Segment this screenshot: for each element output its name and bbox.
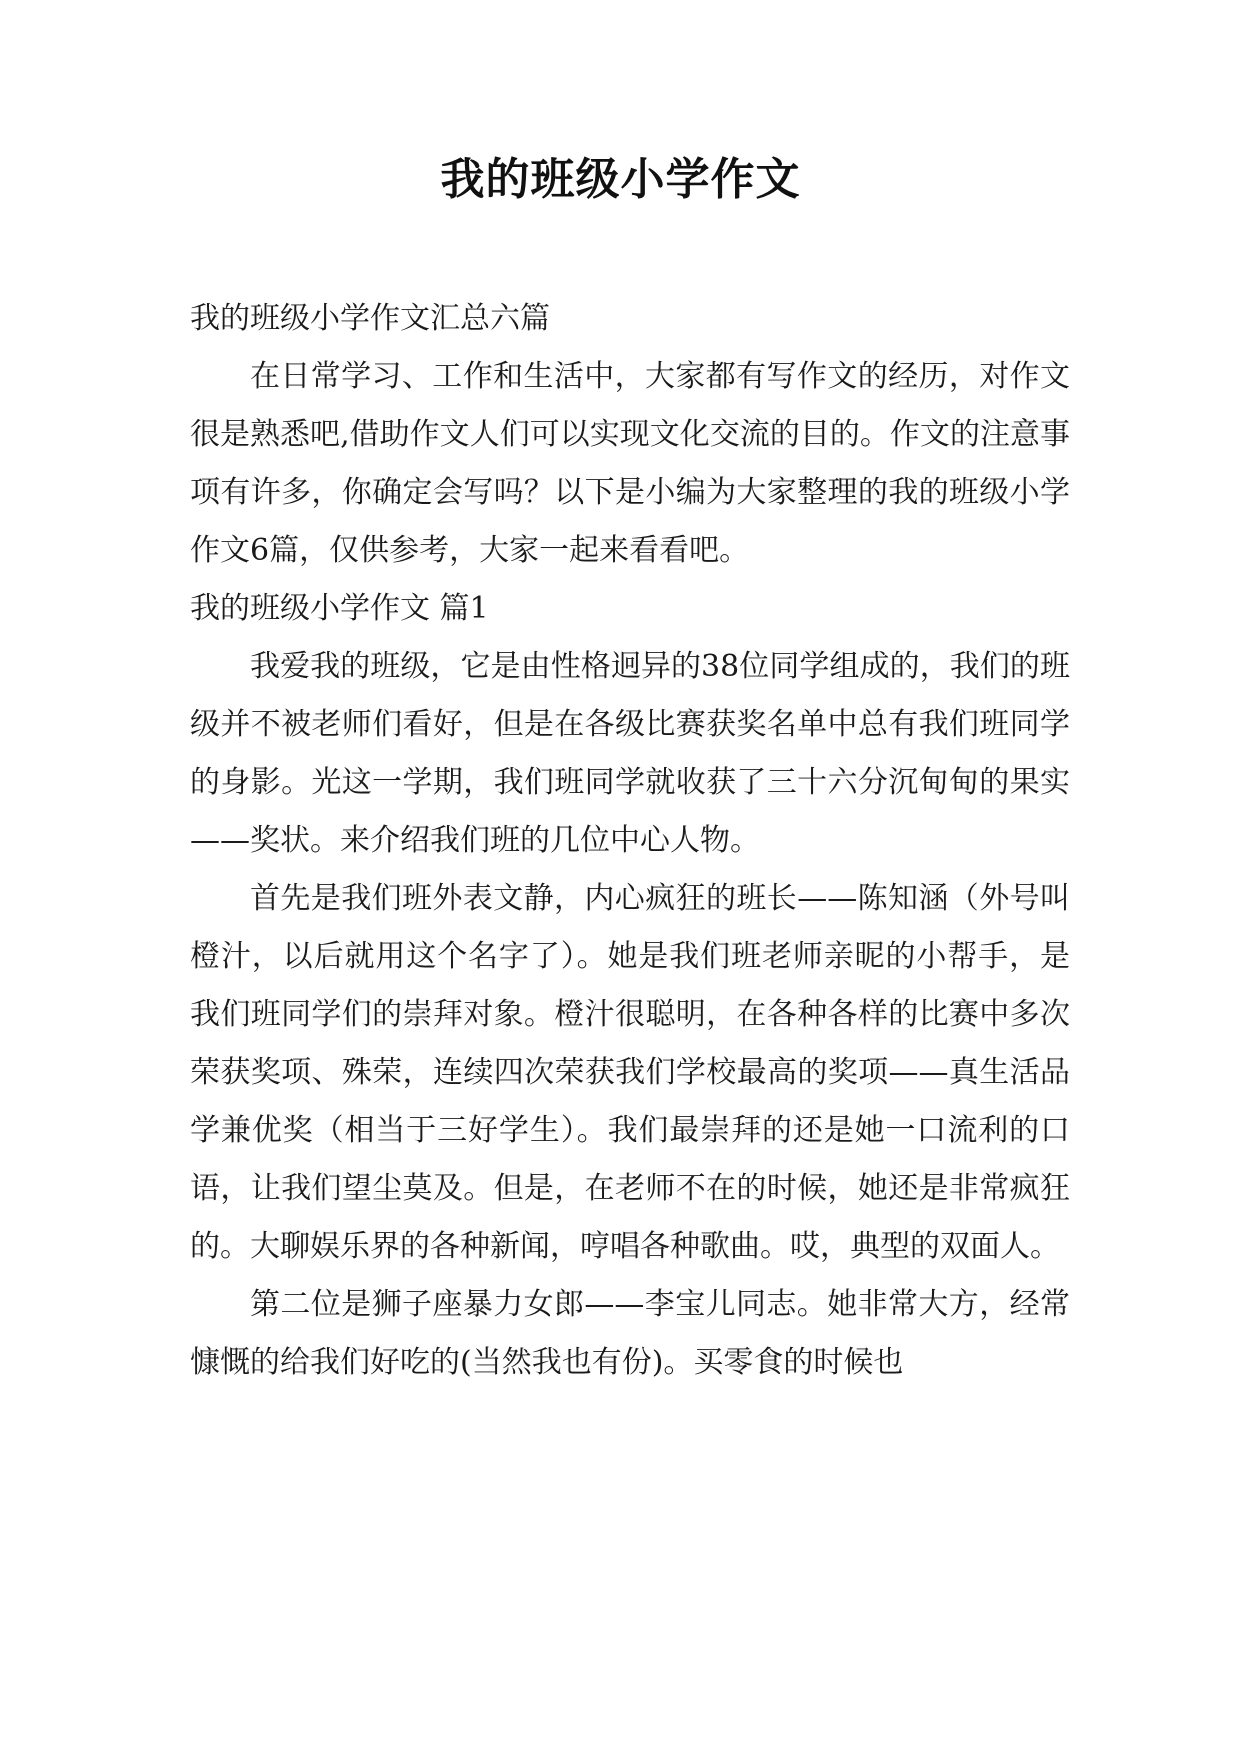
- body-paragraph: 首先是我们班外表文静，内心疯狂的班长——陈知涵（外号叫橙汁，以后就用这个名字了）。她是我们班老师亲昵的小帮手，是我们班同学们的崇拜对象。橙汁很聪明，在各种各样的比赛中多次荣获奖项、殊荣，连续四次荣获我们学校最高的奖项——真生活品学兼优奖（相当于三好学生）。我们最崇拜的还是她一口流利的口语，让我们望尘莫及。但是，在老师不在的时候，她还是非常疯狂的。大聊娱乐界的各种新闻，哼唱各种歌曲。哎，典型的双面人。: [190, 881, 1070, 1264]
- document-subtitle: 我的班级小学作文汇总六篇: [190, 301, 550, 336]
- body-paragraph: 第二位是狮子座暴力女郎——李宝儿同志。她非常大方，经常慷慨的给我们好吃的(当然我也有份)。买零食的时候也: [190, 1287, 1070, 1380]
- section-heading: 我的班级小学作文 篇1: [190, 591, 489, 626]
- page-title: 我的班级小学作文: [440, 154, 801, 205]
- intro-paragraph: 在日常学习、工作和生活中，大家都有写作文的经历，对作文很是熟悉吧,借助作文人们可以实现文化交流的目的。作文的注意事项有许多，你确定会写吗？以下是小编为大家整理的我的班级小学作文6篇，仅供参考，大家一起来看看吧。: [190, 359, 1070, 568]
- body-paragraph: 我爱我的班级，它是由性格迥异的38位同学组成的，我们的班级并不被老师们看好，但是在各级比赛获奖名单中总有我们班同学的身影。光这一学期，我们班同学就收获了三十六分沉甸甸的果实——奖状。来介绍我们班的几位中心人物。: [190, 649, 1070, 858]
- document-body: [190, 290, 1070, 1392]
